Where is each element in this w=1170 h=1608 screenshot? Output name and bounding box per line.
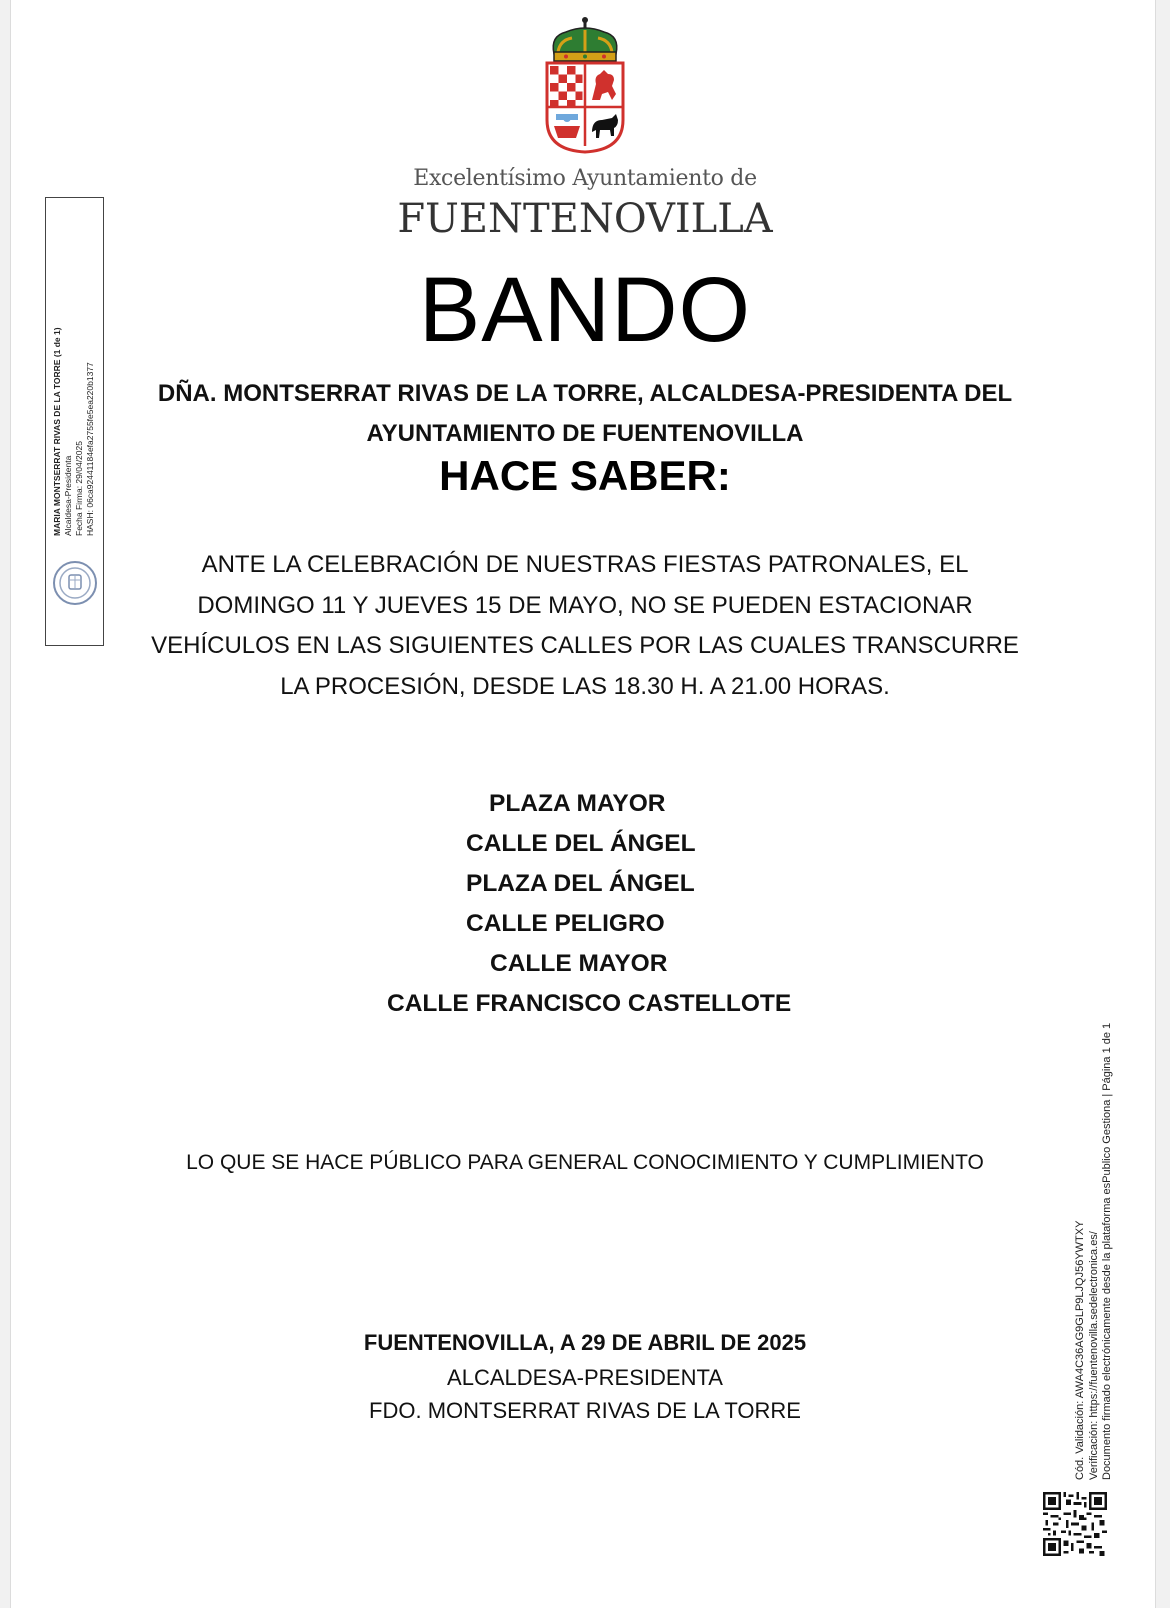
signature-position: Alcaldesa-Presidenta xyxy=(63,455,73,536)
announcement-body xyxy=(130,545,1040,707)
official-seal-icon xyxy=(52,560,98,606)
validation-platform: Documento firmado electrónicamente desde la plataforma esPublico Gestiona | Página 1 de 1 xyxy=(1101,1022,1113,1480)
body-line-1: ANTE LA CELEBRACIÓN DE NUESTRAS FIESTAS PATRONALES, EL xyxy=(201,551,969,578)
body-line-4: LA PROCESIÓN, DESDE LAS 18.30 H. A 21.00 HORAS. xyxy=(280,672,890,700)
street-item: CALLE MAYOR xyxy=(490,950,668,977)
coat-of-arms-icon xyxy=(542,14,628,154)
street-item: CALLE DEL ÁNGEL xyxy=(466,830,696,857)
header-municipality-label: Excelentísimo Ayuntamiento de xyxy=(413,166,757,191)
street-item: CALLE PELIGRO xyxy=(466,910,665,937)
street-item: CALLE FRANCISCO CASTELLOTE xyxy=(387,990,792,1017)
subheading-hace-saber: HACE SABER: xyxy=(439,452,731,499)
issuer-line-1: DÑA. MONTSERRAT RIVAS DE LA TORRE, ALCALDESA-PRESIDENTA DEL xyxy=(157,380,1013,407)
validation-url: Verificación: https://fuentenovilla.sedelectronica.es/ xyxy=(1087,1231,1100,1480)
closing-statement: LO QUE SE HACE PÚBLICO PARA GENERAL CONOCIMIENTO Y CUMPLIMIENTO xyxy=(186,1151,984,1174)
body-line-3: VEHÍCULOS EN LAS SIGUIENTES CALLES POR LAS CUALES TRANSCURRE xyxy=(151,632,1019,659)
street-item: PLAZA DEL ÁNGEL xyxy=(466,870,695,897)
validation-code: Cód. Validación: AWA4C36AG9GLP9LJQJ56YWTXY xyxy=(1074,1220,1086,1480)
signature-date: Fecha Firma: 29/04/2025 xyxy=(74,441,84,536)
body-line-2: DOMINGO 11 Y JUEVES 15 DE MAYO, NO SE PUEDEN ESTACIONAR xyxy=(197,591,973,619)
header-municipality-name: FUENTENOVILLA xyxy=(397,196,773,242)
signature-name: FDO. MONTSERRAT RIVAS DE LA TORRE xyxy=(369,1398,801,1423)
street-item: PLAZA MAYOR xyxy=(489,790,666,817)
validation-info xyxy=(1074,1000,1118,1480)
qr-code-icon xyxy=(1043,1492,1107,1556)
signature-date-line: FUENTENOVILLA, A 29 DE ABRIL DE 2025 xyxy=(363,1330,807,1355)
signature-hash: HASH: 06ca92441184efa2755fe5ea220b1377 xyxy=(85,362,95,536)
digital-signature-text xyxy=(52,106,100,536)
document-title: BANDO xyxy=(418,259,752,361)
issuer-line-2: AYUNTAMIENTO DE FUENTENOVILLA xyxy=(366,420,804,447)
signature-signer: MARIA MONTSERRAT RIVAS DE LA TORRE (1 de 1) xyxy=(52,327,62,536)
issuer-block xyxy=(120,374,1050,454)
digital-signature-box xyxy=(45,197,104,646)
signature-role: ALCALDESA-PRESIDENTA xyxy=(447,1365,723,1390)
